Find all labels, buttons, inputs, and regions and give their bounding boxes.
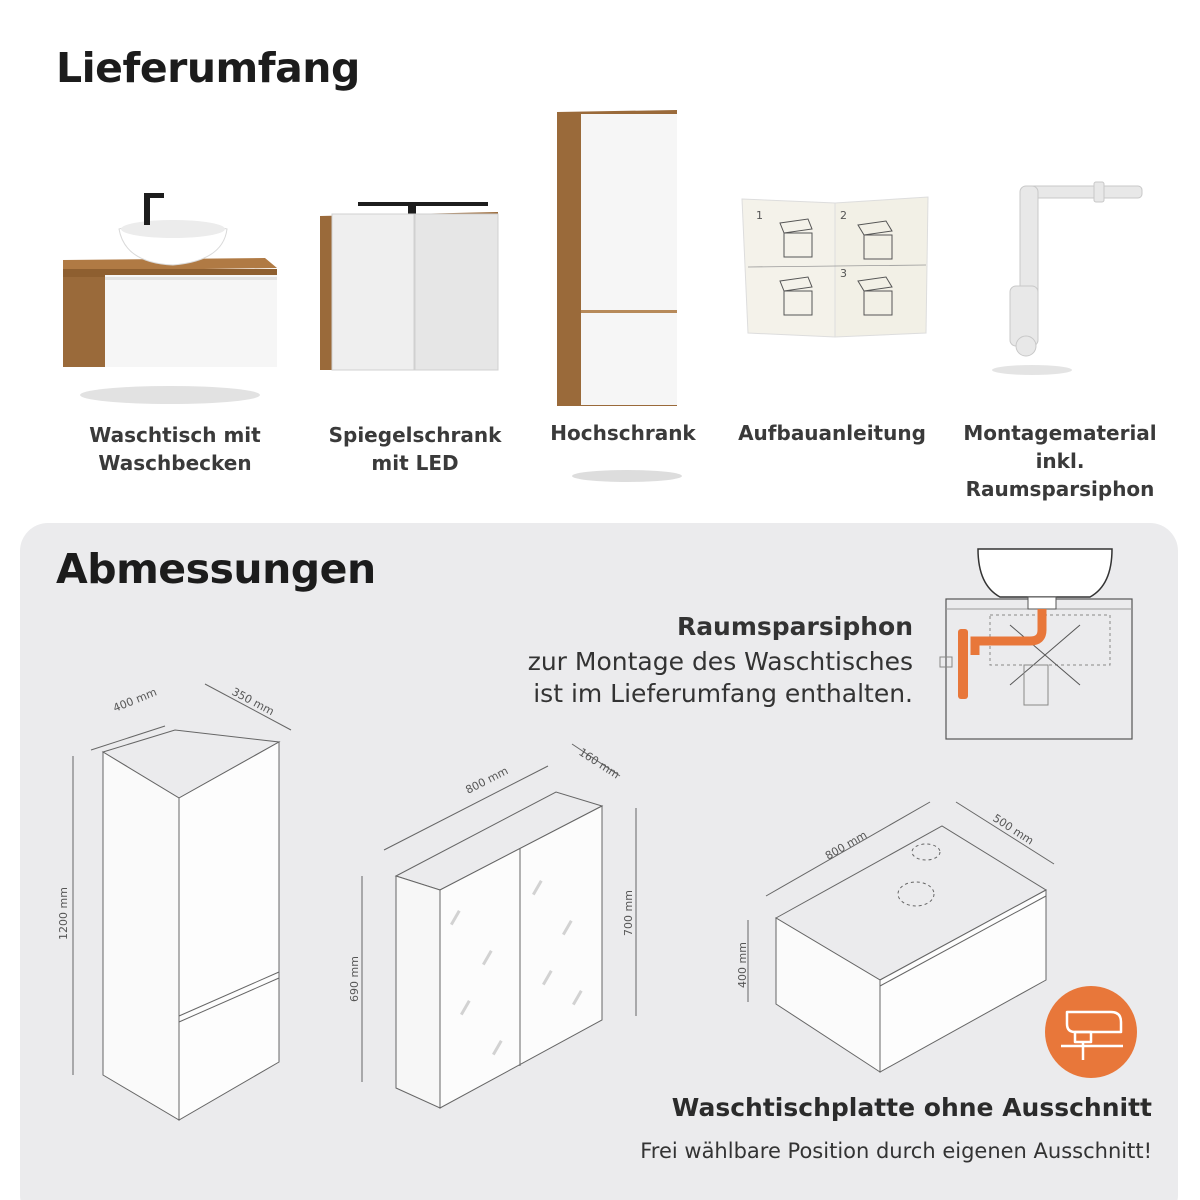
mirror-depth-label: 160 mm xyxy=(576,745,622,782)
tall-cabinet-drawing xyxy=(55,660,305,1130)
manual-step-1: 1 xyxy=(756,209,763,222)
vanity-depth-label: 500 mm xyxy=(990,811,1036,848)
countertop-text: Frei wählbare Position durch eigenen Ausschnitt! xyxy=(640,1139,1152,1163)
tall-depth-label: 350 mm xyxy=(229,685,277,719)
siphon-product-image xyxy=(970,178,1145,378)
item-label-mirror: Spiegelschrank mit LED xyxy=(328,423,502,475)
countertop-title: Waschtischplatte ohne Ausschnitt xyxy=(671,1093,1152,1122)
vanity-height-label: 400 mm xyxy=(736,942,749,988)
mirror-height-right-label: 700 mm xyxy=(622,890,635,936)
mirror-cabinet-drawing xyxy=(350,740,650,1120)
item-label-vanity: Waschtisch mit Waschbecken xyxy=(89,423,261,475)
mirror-width-label: 800 mm xyxy=(463,764,511,797)
mirror-height-left-label: 690 mm xyxy=(348,956,361,1002)
jigsaw-icon xyxy=(1045,986,1137,1078)
item-label-mounting: Montagematerial inkl. Raumsparsiphon xyxy=(963,421,1157,501)
vanity-drawing xyxy=(730,790,1060,1080)
vanity-product-image xyxy=(55,185,285,410)
siphon-callout-title: Raumsparsiphon xyxy=(676,612,913,641)
siphon-diagram xyxy=(940,545,1140,745)
item-label-manual: Aufbauanleitung xyxy=(738,421,926,445)
manual-product-image xyxy=(740,195,935,343)
delivery-title: Lieferumfang xyxy=(56,44,360,92)
vanity-width-label: 800 mm xyxy=(823,828,870,863)
dimensions-title: Abmessungen xyxy=(56,545,376,593)
mirror-cabinet-product-image xyxy=(318,198,503,376)
tall-height-label: 1200 mm xyxy=(57,887,70,940)
tall-width-label: 400 mm xyxy=(111,685,159,715)
manual-step-2: 2 xyxy=(840,209,847,222)
siphon-callout-text: zur Montage des Waschtisches ist im Lieferumfang enthalten. xyxy=(527,647,913,708)
manual-step-3: 3 xyxy=(840,267,847,280)
item-label-tall: Hochschrank xyxy=(550,421,696,445)
